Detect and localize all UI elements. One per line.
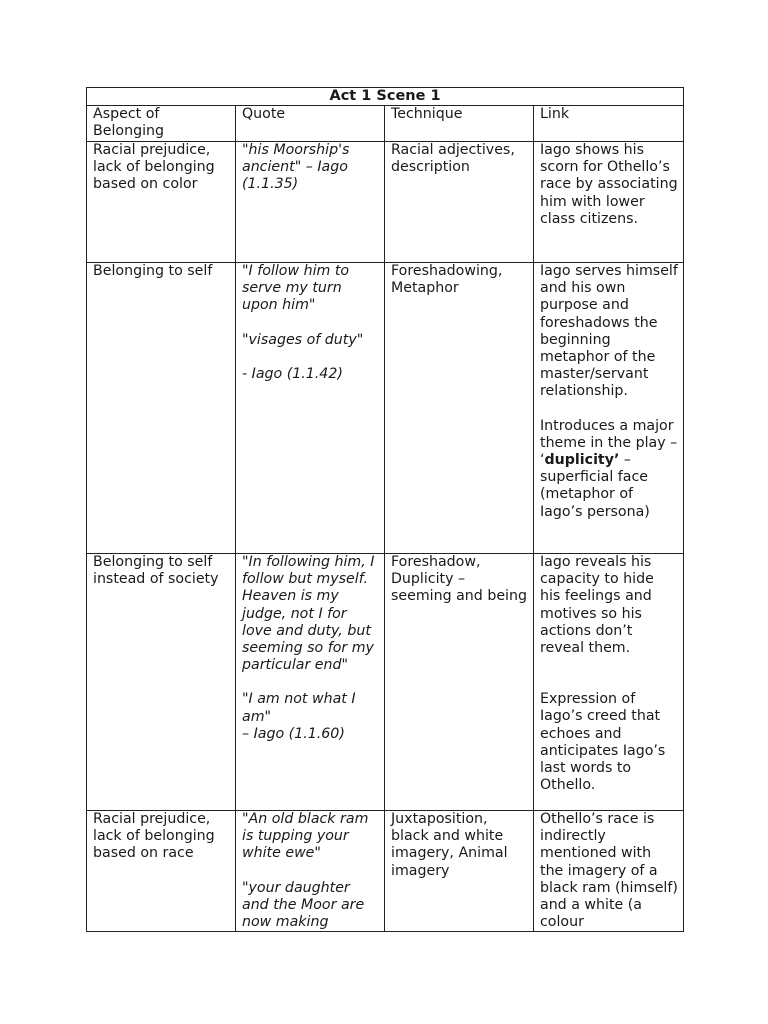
quote-text: "his Moorship's ancient" – Iago (1.1.35) [242, 142, 350, 193]
link-text: Expression of Iago’s creed that echoes and anticipates Iago’s last words to Othello. [540, 691, 666, 794]
header-technique: Technique [385, 106, 534, 142]
aspect-cell: Belonging to self instead of society [87, 554, 236, 811]
aspect-cell: Belonging to self [87, 263, 236, 554]
table-row [87, 811, 684, 932]
table-row [87, 263, 684, 554]
table-row [87, 554, 684, 811]
table-title: Act 1 Scene 1 [87, 88, 684, 106]
document-page [86, 87, 683, 932]
quote-cell [236, 811, 385, 932]
header-quote: Quote [236, 106, 385, 142]
technique-cell: Racial adjectives, description [385, 142, 534, 263]
link-cell [534, 263, 684, 554]
analysis-table [86, 87, 684, 932]
link-cell [534, 142, 684, 263]
title-row [87, 88, 684, 106]
link-text-bold: duplicity’ [544, 452, 620, 469]
quote-text: "An old black ram is tupping your white ewe" [242, 811, 369, 862]
technique-cell: Foreshadowing, Metaphor [385, 263, 534, 554]
link-text-before: Introduces a major theme in the play – ‘ [540, 417, 678, 469]
link-text: Iago reveals his capacity to hide his feelings and motives so his actions don’t reveal them. [540, 554, 654, 657]
quote-text: "visages of duty" [242, 331, 364, 348]
quote-attribution: - Iago (1.1.42) [242, 365, 343, 382]
link-cell [534, 554, 684, 811]
header-aspect: Aspect of Belonging [87, 106, 236, 142]
technique-cell: Foreshadow, Duplicity – seeming and being [385, 554, 534, 811]
quote-cell [236, 554, 385, 811]
link-text-after: – superficial face (metaphor of Iago’s persona) [540, 452, 650, 520]
quote-cell [236, 263, 385, 554]
link-text-theme [540, 418, 678, 521]
table-row [87, 142, 684, 263]
quote-cell [236, 142, 385, 263]
link-text: Iago serves himself and his own purpose and foreshadows the beginning metaphor of the master/servant relationship. [540, 263, 678, 400]
link-text: Othello’s race is indirectly mentioned with the imagery of a black ram (himself) and a white (a colour [540, 811, 678, 931]
quote-text: "I follow him to serve my turn upon him" [242, 263, 350, 314]
technique-cell: Juxtaposition, black and white imagery, Animal imagery [385, 811, 534, 932]
quote-text: "I am not what I am" [242, 691, 356, 725]
quote-text: "your daughter and the Moor are now making [242, 879, 365, 931]
link-text: Iago shows his scorn for Othello’s race by associating him with lower class citizens. [540, 142, 678, 227]
aspect-cell: Racial prejudice, lack of belonging based on race [87, 811, 236, 932]
link-cell [534, 811, 684, 932]
header-row [87, 106, 684, 142]
aspect-cell: Racial prejudice, lack of belonging based on color [87, 142, 236, 263]
quote-text: "In following him, I follow but myself. Heaven is my judge, not I for love and duty, but seeming so for my particular end" [242, 554, 375, 674]
quote-attribution: – Iago (1.1.60) [242, 725, 345, 742]
header-link: Link [534, 106, 684, 142]
